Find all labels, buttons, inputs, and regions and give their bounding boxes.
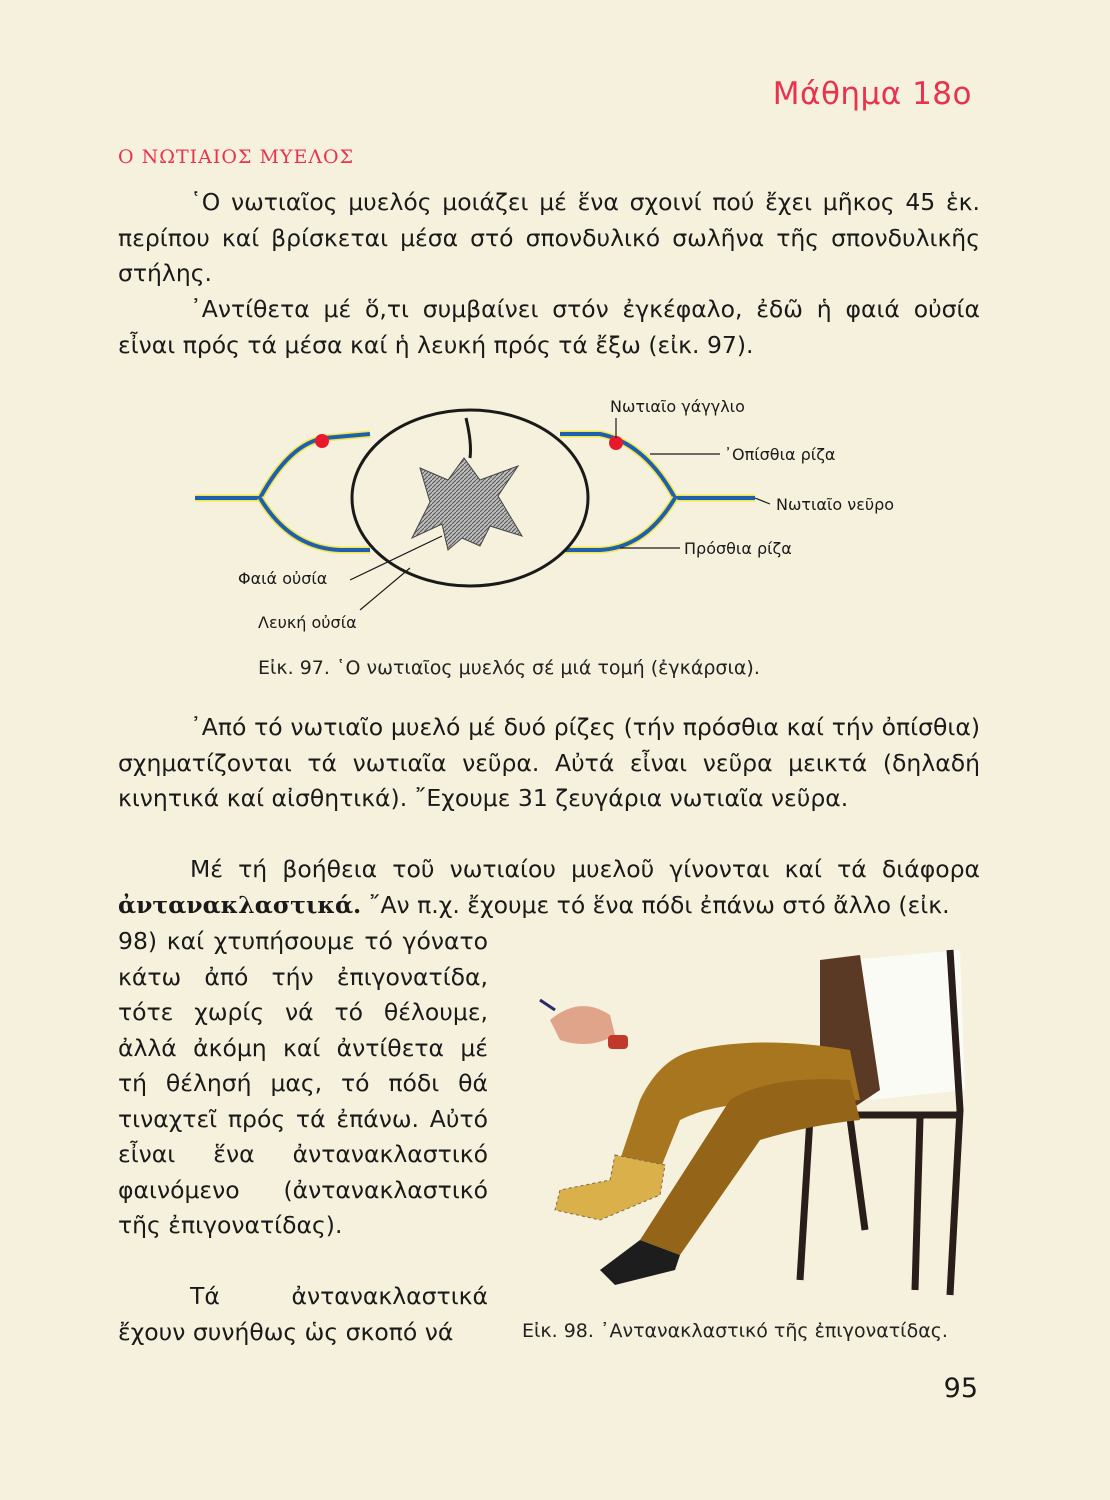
left-nerve — [195, 434, 370, 550]
figure-98-caption: Εἰκ. 98. ᾿Αντανακλαστικό τῆς ἐπιγονατίδας. — [522, 1320, 948, 1342]
label-ganglion: Νωτιαῖο γάγγλιο — [610, 397, 745, 416]
spinal-cord-diagram — [180, 388, 940, 648]
left-ganglion-dot — [315, 434, 329, 448]
label-gray-matter: Φαιά οὐσία — [238, 569, 328, 588]
paragraph-4 — [118, 852, 980, 923]
paragraph-1: ῾Ο νωτιαῖος μυελός μοιάζει μέ ἕνα σχοινί πού ἔχει μῆκος 45 ἑκ. περίπου καί βρίσκεται μέσα στό σπονδυλικό σωλῆνα τῆς σπονδυλικῆς στήλης. — [118, 188, 980, 287]
right-ganglion-dot — [609, 436, 623, 450]
label-posterior-root: ᾿Οπίσθια ρίζα — [724, 445, 836, 464]
paragraph-4-text: Μέ τή βοήθεια τοῦ νωτιαίου μυελοῦ γίνονται καί τά διάφορα — [190, 855, 980, 883]
figure-97-caption: Εἰκ. 97. ῾Ο νωτιαῖος μυελός σέ μιά τομή (ἐγκάρσια). — [258, 657, 760, 679]
label-spinal-nerve: Νωτιαῖο νεῦρο — [776, 495, 895, 514]
paragraph-2: ᾿Αντίθετα μέ ὅ,τι συμβαίνει στόν ἐγκέφαλο, ἐδῶ ἡ φαιά οὐσία εἶναι πρός τά μέσα καί ἡ λευκή πρός τά ἔξω (εἰκ. 97). — [118, 295, 980, 359]
page-number: 95 — [943, 1373, 978, 1404]
paragraph-3: ᾿Από τό νωτιαῖο μυελό μέ δυό ρίζες (τήν πρόσθια καί τήν ὀπίσθια) σχηματίζονται τά νωτιαῖα νεῦρα. Αὐτά εἶναι νεῦρα μεικτά (δηλαδή κινητικά καί αἰσθητικά). ῎Εχουμε 31 ζευγάρια νωτιαῖα νεῦρα. — [118, 713, 980, 812]
paragraph-4-text-end: ῎Αν π.χ. ἔχουμε τό ἕνα πόδι ἐπάνω στό ἄλλο (εἰκ. — [368, 890, 950, 919]
lesson-heading: Μάθημα 18ο — [772, 76, 972, 112]
label-white-matter: Λευκή οὐσία — [258, 613, 357, 632]
knee-reflex-illustration — [520, 940, 980, 1310]
paragraph-6: Τά ἀντανακλαστικά ἔχουν συνήθως ὡς σκοπό νά — [118, 1282, 488, 1346]
label-anterior-root: Πρόσθια ρίζα — [684, 539, 792, 558]
paragraph-5: 98) καί χτυπήσουμε τό γόνατο κάτω ἀπό τήν ἐπιγονατίδα, τότε χωρίς νά τό θέλουμε, ἀλλά ἀκόμη καί ἀντίθετα μέ τή θέλησή μας, τό πόδι θά τιναχτεῖ πρός τά ἐπάνω. Αὐτό εἶναι ἕνα ἀντανακλαστικό φαινόμενο (ἀντανακλαστικό τῆς ἐπιγονατίδας). — [118, 927, 488, 1239]
bold-term: ἀντανακλαστικά. — [118, 890, 362, 919]
section-title: Ο ΝΩΤΙΑΙΟΣ ΜΥΕΛΟΣ — [118, 146, 355, 168]
